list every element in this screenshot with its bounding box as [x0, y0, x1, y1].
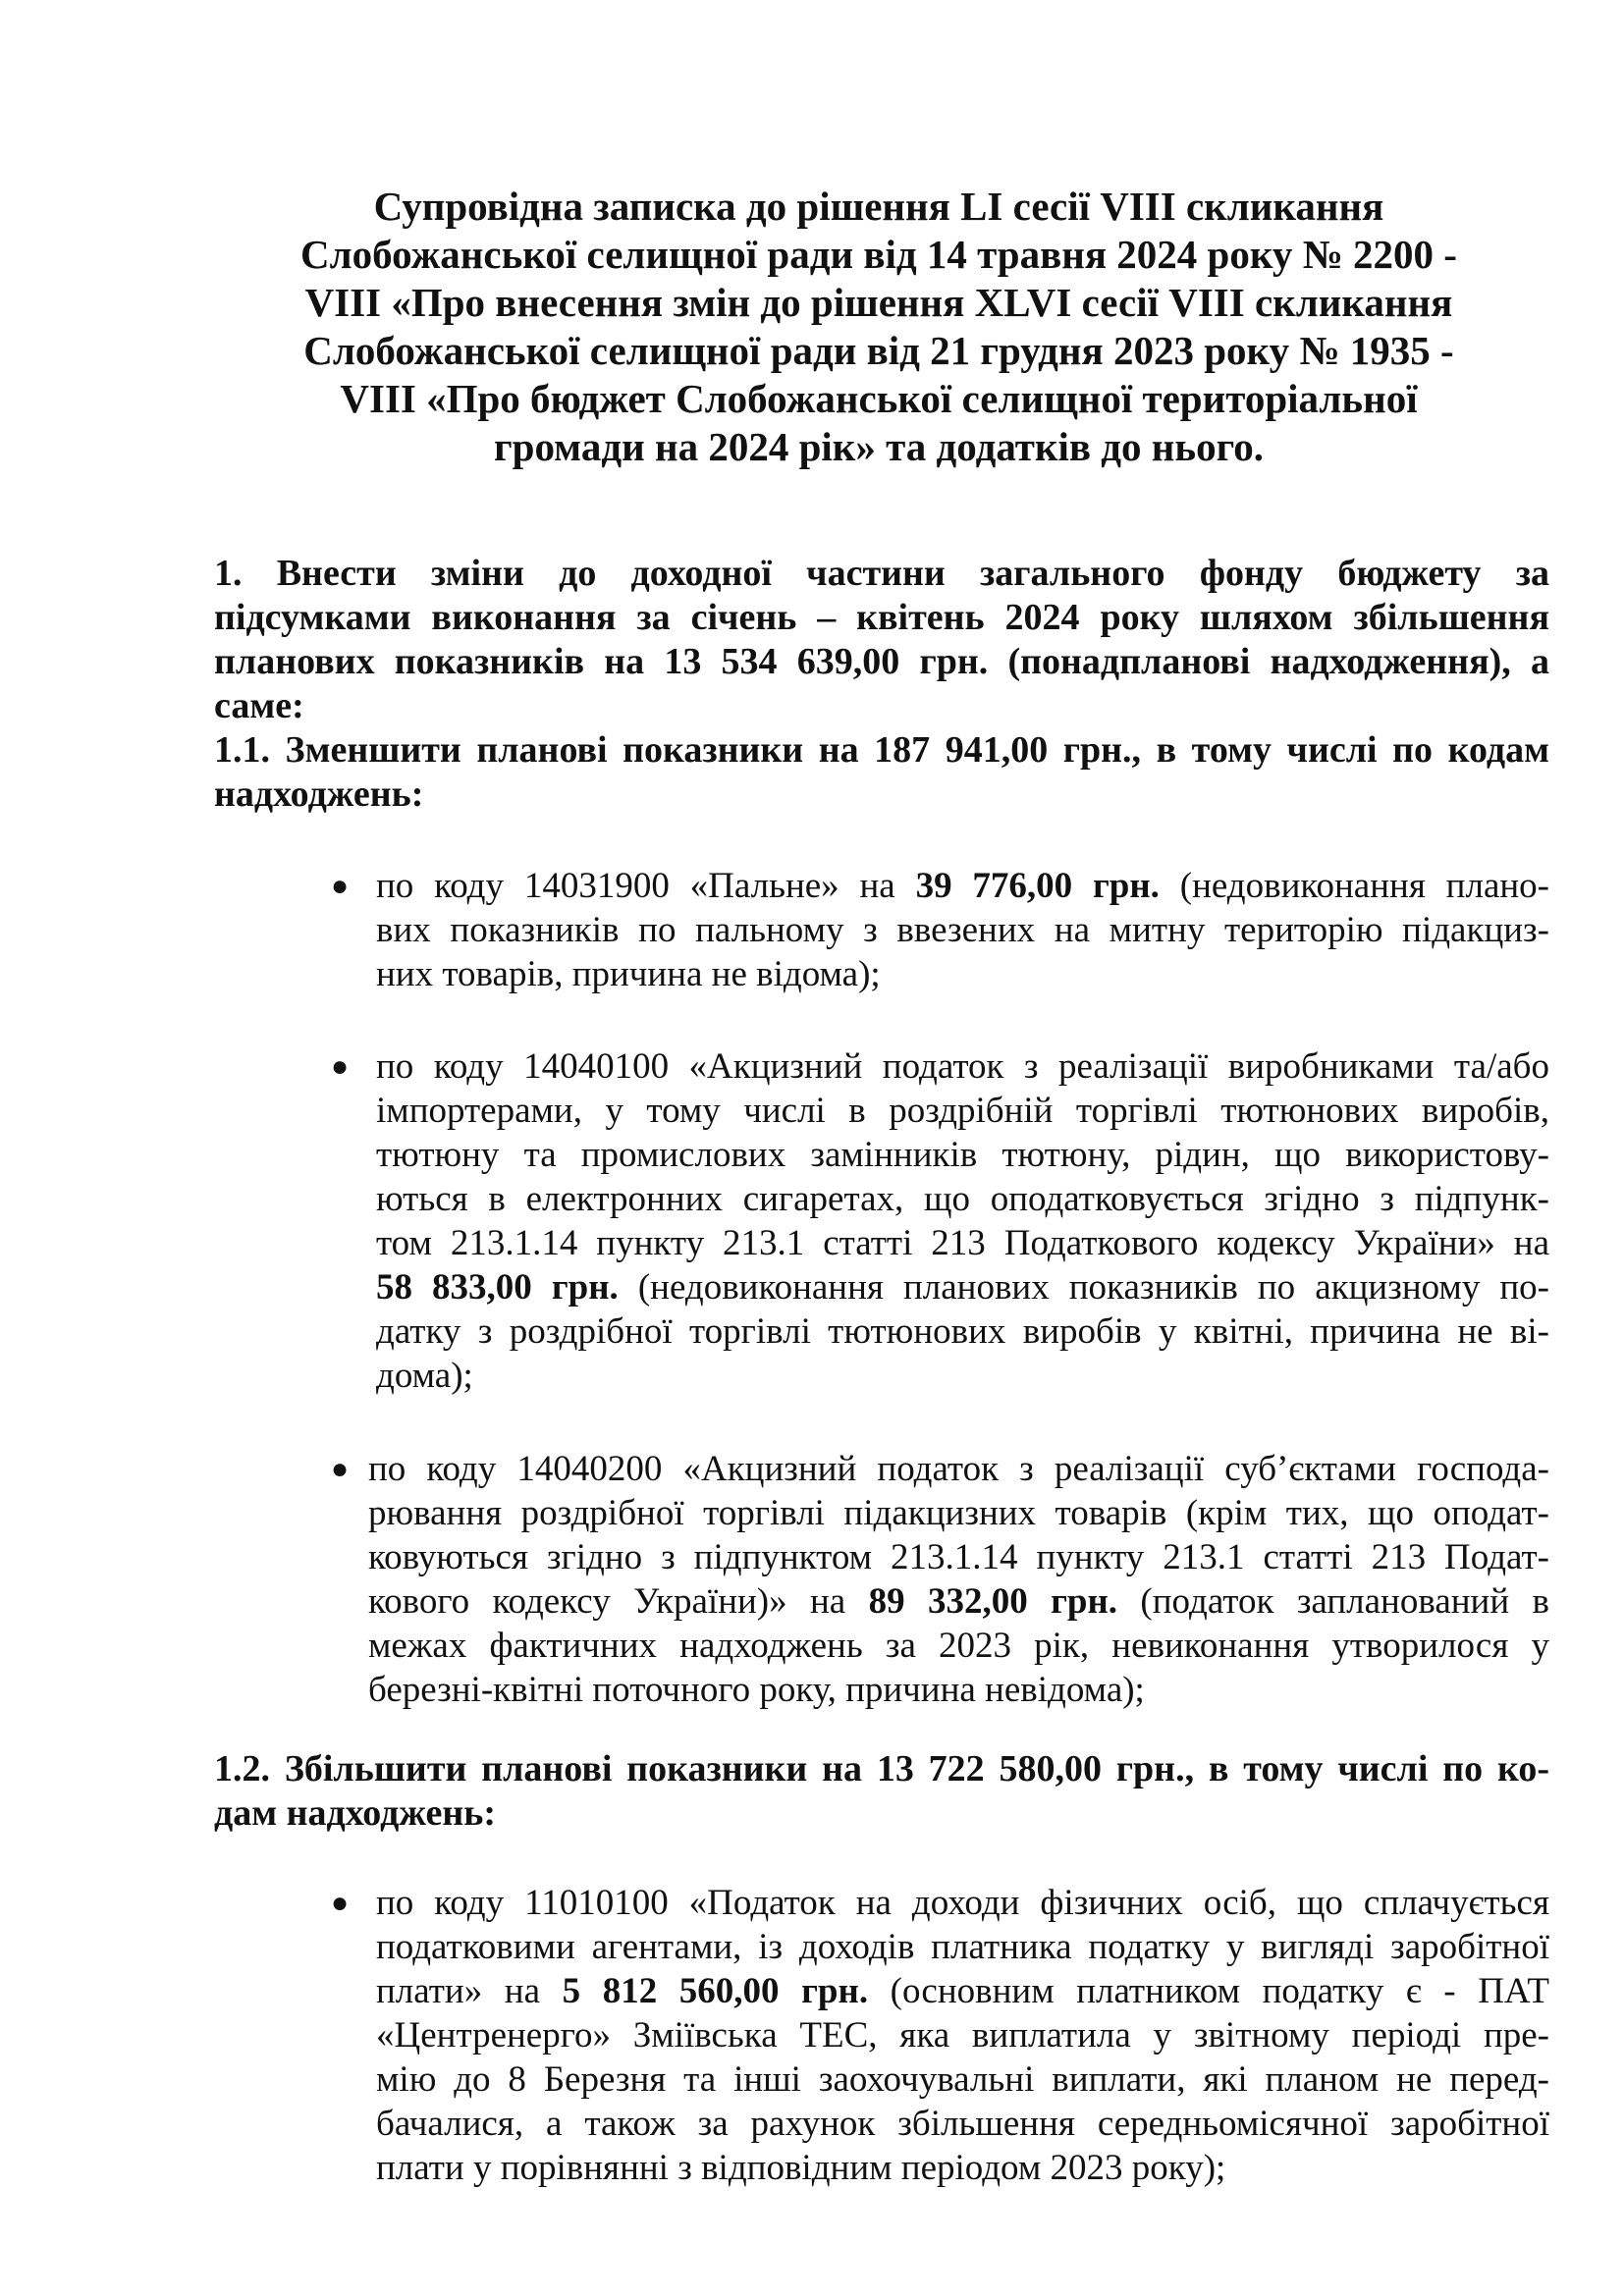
paragraph-line: саме: — [214, 685, 304, 726]
title-line: громади на 2024 рік» та додатків до нього. — [494, 424, 1264, 469]
title-line: Слобожанської селищної ради від 21 грудня 2023 року № 1935 - — [303, 328, 1454, 373]
section-1 — [214, 552, 1549, 728]
bullet-line: мію до 8 Березня та інші заохочувальні виплати, які планом не перед- — [376, 2059, 1549, 2100]
bullet-line: рювання роздрібної торгівлі підакцизних товарів (крім тих, що оподат- — [368, 1493, 1549, 1533]
bullet-line: вих показників по пальному з ввезених на митну територію підакциз- — [376, 910, 1549, 950]
bullet-line: том 213.1.14 пункту 213.1 статті 213 Податкового кодексу України» на — [376, 1223, 1549, 1263]
bullet-icon: ● — [331, 1453, 350, 1485]
bullet-line: ються в електронних сигаретах, що оподатковується згідно з підпунк- — [376, 1179, 1549, 1219]
title-line: Супровідна записка до рішення LI сесії VIII скликання — [373, 184, 1384, 229]
bullet-line: по коду 14031900 «Пальне» на 39 776,00 грн. (недовиконання плано- — [376, 866, 1549, 906]
section-1-1 — [214, 728, 1549, 817]
bullet-line: по коду 14040200 «Акцизний податок з реалізації суб’єктами господа- — [368, 1449, 1549, 1489]
bullet-line: плати» на 5 812 560,00 грн. (основним платником податку є - ПАТ — [376, 1971, 1549, 2011]
bullet-line: них товарів, причина не відома); — [376, 954, 881, 994]
bullet-icon: ● — [331, 870, 350, 902]
bullet-item-14031900 — [331, 864, 1549, 996]
title-line: VIII «Про бюджет Слобожанської селищної територіальної — [340, 376, 1418, 421]
document-title — [216, 183, 1542, 471]
title-line: VIII «Про внесення змін до рішення XLVI сесії VIII скликання — [304, 280, 1453, 325]
amount: 58 833,00 грн. — [376, 1267, 619, 1308]
bullet-line: кового кодексу України)» на 89 332,00 грн. (податок запланований в — [368, 1581, 1550, 1622]
bullet-line: дома); — [376, 1356, 473, 1396]
bullet-line: 58 833,00 грн. (недовиконання планових показників по акцизному по- — [376, 1267, 1549, 1308]
bullet-item-14040200 — [331, 1447, 1550, 1712]
amount: 5 812 560,00 грн. — [562, 1971, 869, 2011]
bullet-line: березні-квітні поточного року, причина невідома); — [368, 1670, 1145, 1710]
bullet-line: тютюну та промислових замінників тютюну, рідин, що використову- — [376, 1135, 1549, 1175]
amount: 39 776,00 грн. — [915, 866, 1160, 906]
bullet-item-11010100 — [331, 1881, 1549, 2190]
bullet-line: бачалися, а також за рахунок збільшення середньомісячної заробітної — [376, 2104, 1549, 2144]
section-1-2 — [214, 1747, 1549, 1836]
bullet-line: по коду 11010100 «Податок на доходи фізичних осіб, що сплачується — [376, 1883, 1549, 1923]
bullet-icon: ● — [331, 1050, 350, 1083]
title-line: Слобожанської селищної ради від 14 травня 2024 року № 2200 - — [300, 232, 1457, 277]
paragraph-line: дам надходжень: — [214, 1792, 496, 1834]
paragraph-line: планових показників на 13 534 639,00 грн. (понадпланові надходження), а — [214, 641, 1549, 682]
bullet-line: плати у порівнянні з відповідним періодом 2023 року); — [376, 2148, 1226, 2188]
paragraph-line: підсумками виконання за січень – квітень 2024 року шляхом збільшення — [214, 597, 1549, 638]
bullet-item-14040100 — [331, 1044, 1549, 1398]
bullet-line: податковими агентами, із доходів платника податку у вигляді заробітної — [376, 1927, 1549, 1967]
paragraph-line: 1.1. Зменшити планові показники на 187 941,00 грн., в тому числі по кодам — [214, 729, 1549, 771]
amount: 89 332,00 грн. — [868, 1581, 1118, 1622]
bullet-line: імпортерами, у тому числі в роздрібній торгівлі тютюнових виробів, — [376, 1091, 1549, 1131]
paragraph-line: надходжень: — [214, 774, 424, 815]
paragraph-line: 1. Внести зміни до доходної частини загального фонду бюджету за — [214, 553, 1549, 594]
bullet-line: «Центренерго» Зміївська ТЕС, яка виплатила у звітному періоді пре- — [376, 2015, 1549, 2056]
bullet-line: по коду 14040100 «Акцизний податок з реалізації виробниками та/або — [376, 1046, 1549, 1087]
bullet-line: ковуються згідно з підпунктом 213.1.14 пункту 213.1 статті 213 Подат- — [368, 1537, 1549, 1577]
bullet-line: датку з роздрібної торгівлі тютюнових виробів у квітні, причина не ві- — [376, 1311, 1549, 1352]
paragraph-line: 1.2. Збільшити планові показники на 13 722 580,00 грн., в тому числі по ко- — [214, 1748, 1549, 1789]
bullet-icon: ● — [331, 1887, 350, 1919]
bullet-line: межах фактичних надходжень за 2023 рік, невиконання утворилося у — [368, 1626, 1549, 1666]
